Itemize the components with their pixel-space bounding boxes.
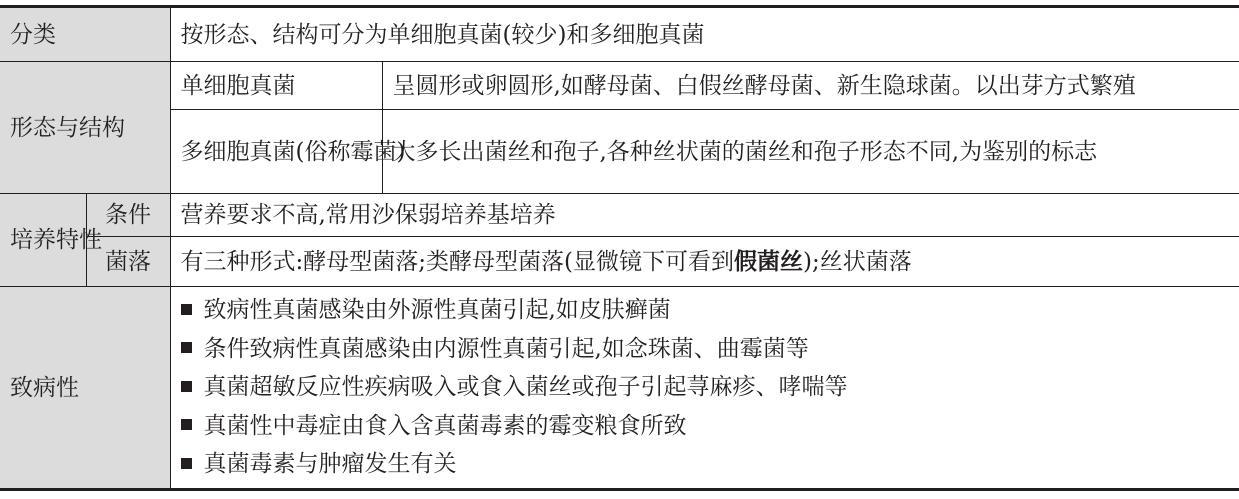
- pathogenicity-item: [181, 330, 1230, 369]
- square-bullet-icon: [181, 419, 192, 430]
- conditions-label: 条件: [86, 194, 170, 237]
- pathogenicity-list: [181, 287, 1230, 488]
- unicellular-label: 单细胞真菌: [170, 62, 382, 110]
- pathogenicity-item-text: 真菌超敏反应性疾病吸入或食入菌丝或孢子引起荨麻疹、哮喘等: [203, 374, 848, 401]
- square-bullet-icon: [181, 458, 192, 469]
- pathogenicity-item-text: 真菌毒素与肿瘤发生有关: [203, 451, 457, 478]
- classification-row: [0, 7, 1239, 62]
- pathogenicity-item: [181, 291, 1230, 330]
- classification-label: 分类: [0, 7, 170, 62]
- square-bullet-icon: [181, 381, 192, 392]
- pathogenicity-label: 致病性: [0, 287, 170, 490]
- multicellular-value: 大多长出菌丝和孢子,各种丝状菌的菌丝和孢子形态不同,为鉴别的标志: [382, 110, 1239, 194]
- colonies-value-suffix: );丝状菌落: [802, 248, 912, 275]
- multicellular-row: [0, 110, 1239, 194]
- unicellular-value: 呈圆形或卵圆形,如酵母菌、白假丝酵母菌、新生隐球菌。以出芽方式繁殖: [382, 62, 1239, 110]
- pathogenicity-row: [0, 287, 1239, 490]
- colonies-value-prefix: 有三种形式:酵母型菌落;类酵母型菌落(显微镜下可看到: [180, 248, 734, 275]
- pathogenicity-item-text: 致病性真菌感染由外源性真菌引起,如皮肤癣菌: [203, 297, 671, 324]
- unicellular-row: [0, 62, 1239, 110]
- morphology-label: 形态与结构: [0, 62, 170, 194]
- pathogenicity-item: [181, 407, 1230, 446]
- classification-value: 按形态、结构可分为单细胞真菌(较少)和多细胞真菌: [170, 7, 1239, 62]
- square-bullet-icon: [181, 304, 192, 315]
- colonies-value-emphasis: 假菌丝: [733, 248, 803, 275]
- pathogenicity-item: [181, 368, 1230, 407]
- fungi-summary-table: [0, 5, 1239, 491]
- colonies-label: 菌落: [86, 237, 170, 287]
- pathogenicity-item-text: 条件致病性真菌感染由内源性真菌引起,如念珠菌、曲霉菌等: [203, 335, 809, 362]
- culture-label: 培养特性: [0, 194, 86, 287]
- conditions-row: [0, 194, 1239, 237]
- pathogenicity-item-text: 真菌性中毒症由食入含真菌毒素的霉变粮食所致: [203, 412, 687, 439]
- conditions-value: 营养要求不高,常用沙保弱培养基培养: [170, 194, 1239, 237]
- multicellular-label: 多细胞真菌(俗称霉菌): [170, 110, 382, 194]
- colonies-value: [170, 237, 1239, 287]
- square-bullet-icon: [181, 342, 192, 353]
- colonies-row: [0, 237, 1239, 287]
- pathogenicity-value: [170, 287, 1239, 490]
- pathogenicity-item: [181, 445, 1230, 484]
